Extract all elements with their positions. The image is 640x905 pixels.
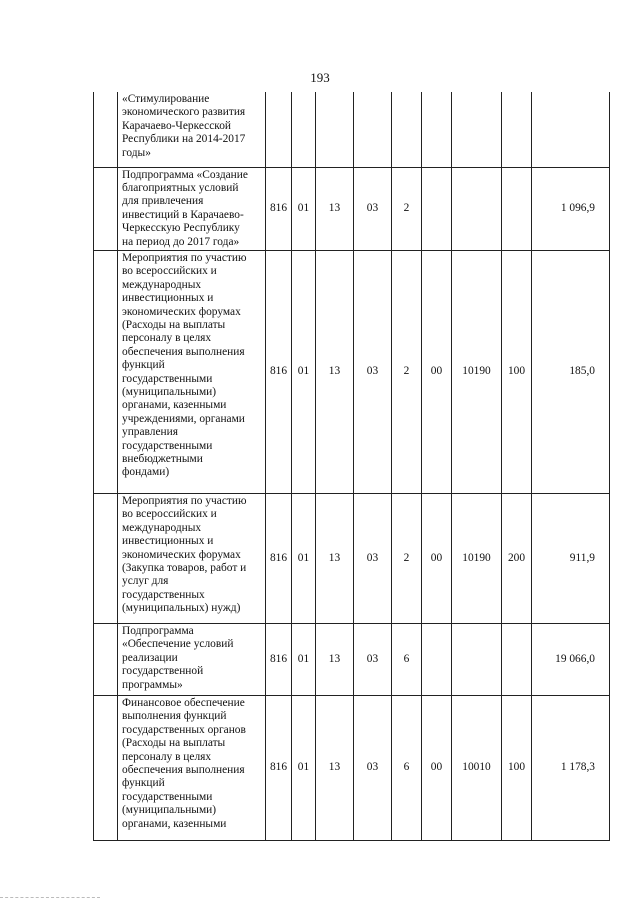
program-code (354, 92, 392, 167)
ministry-code: 816 (266, 250, 292, 493)
event-code: 10010 (452, 695, 502, 840)
expense-type-code: 100 (502, 250, 532, 493)
event-prefix-code (422, 623, 452, 695)
event-prefix-code: 00 (422, 250, 452, 493)
subsection-code: 13 (316, 250, 354, 493)
table-row (94, 92, 610, 167)
row-number-cell (94, 695, 118, 840)
event-prefix-code (422, 167, 452, 250)
row-number-cell (94, 167, 118, 250)
ministry-code: 816 (266, 167, 292, 250)
amount-value (532, 92, 610, 167)
program-code: 03 (354, 695, 392, 840)
row-description: Мероприятия по участию во всероссийских и международных инвестиционных и экономических форумах (Расходы на выплаты персоналу в целях обеспечения выполнения функций государственными (муниципальными) органами, казенными учреждениями, органами управления государственными внебюджетными фондами) (118, 250, 266, 493)
amount-value: 1 096,9 (532, 167, 610, 250)
expense-type-code: 200 (502, 493, 532, 623)
event-code (452, 92, 502, 167)
amount-value: 19 066,0 (532, 623, 610, 695)
row-description: Мероприятия по участию во всероссийских и международных инвестиционных и экономических форумах (Закупка товаров, работ и услуг для государственных (муниципальных) нужд) (118, 493, 266, 623)
section-code (292, 92, 316, 167)
section-code: 01 (292, 167, 316, 250)
row-number-cell (94, 493, 118, 623)
subprogram-code: 2 (392, 250, 422, 493)
table-row (94, 695, 610, 840)
row-number-cell (94, 250, 118, 493)
subsection-code: 13 (316, 493, 354, 623)
expense-type-code (502, 623, 532, 695)
budget-table (93, 92, 610, 841)
amount-value: 1 178,3 (532, 695, 610, 840)
expense-type-code (502, 92, 532, 167)
subsection-code: 13 (316, 167, 354, 250)
row-number-cell (94, 623, 118, 695)
row-description: Подпрограмма «Создание благоприятных условий для привлечения инвестиций в Карачаево- Черкесскую Республику на период до 2017 года» (118, 167, 266, 250)
subprogram-code: 2 (392, 167, 422, 250)
table-row (94, 623, 610, 695)
amount-value: 185,0 (532, 250, 610, 493)
subsection-code: 13 (316, 623, 354, 695)
event-code: 10190 (452, 250, 502, 493)
event-prefix-code: 00 (422, 493, 452, 623)
event-prefix-code (422, 92, 452, 167)
page-number: 193 (310, 70, 330, 85)
table-row (94, 167, 610, 250)
program-code: 03 (354, 623, 392, 695)
event-prefix-code: 00 (422, 695, 452, 840)
subprogram-code: 2 (392, 493, 422, 623)
row-number-cell (94, 92, 118, 167)
expense-type-code: 100 (502, 695, 532, 840)
amount-value: 911,9 (532, 493, 610, 623)
section-code: 01 (292, 493, 316, 623)
ministry-code (266, 92, 292, 167)
program-code: 03 (354, 250, 392, 493)
scan-artifact-line (0, 897, 100, 898)
program-code: 03 (354, 493, 392, 623)
section-code: 01 (292, 695, 316, 840)
ministry-code: 816 (266, 695, 292, 840)
subsection-code: 13 (316, 695, 354, 840)
section-code: 01 (292, 250, 316, 493)
ministry-code: 816 (266, 493, 292, 623)
subprogram-code: 6 (392, 623, 422, 695)
expense-type-code (502, 167, 532, 250)
program-code: 03 (354, 167, 392, 250)
table-row (94, 493, 610, 623)
subprogram-code: 6 (392, 695, 422, 840)
event-code (452, 623, 502, 695)
ministry-code: 816 (266, 623, 292, 695)
row-description: Подпрограмма «Обеспечение условий реализации государственной программы» (118, 623, 266, 695)
event-code: 10190 (452, 493, 502, 623)
subsection-code (316, 92, 354, 167)
section-code: 01 (292, 623, 316, 695)
subprogram-code (392, 92, 422, 167)
event-code (452, 167, 502, 250)
row-description: «Стимулирование экономического развития Карачаево-Черкесской Республики на 2014-2017 годы» (118, 92, 266, 167)
row-description: Финансовое обеспечение выполнения функций государственных органов (Расходы на выплаты персоналу в целях обеспечения выполнения функций государственными (муниципальными) органами, казенными (118, 695, 266, 840)
table-row (94, 250, 610, 493)
